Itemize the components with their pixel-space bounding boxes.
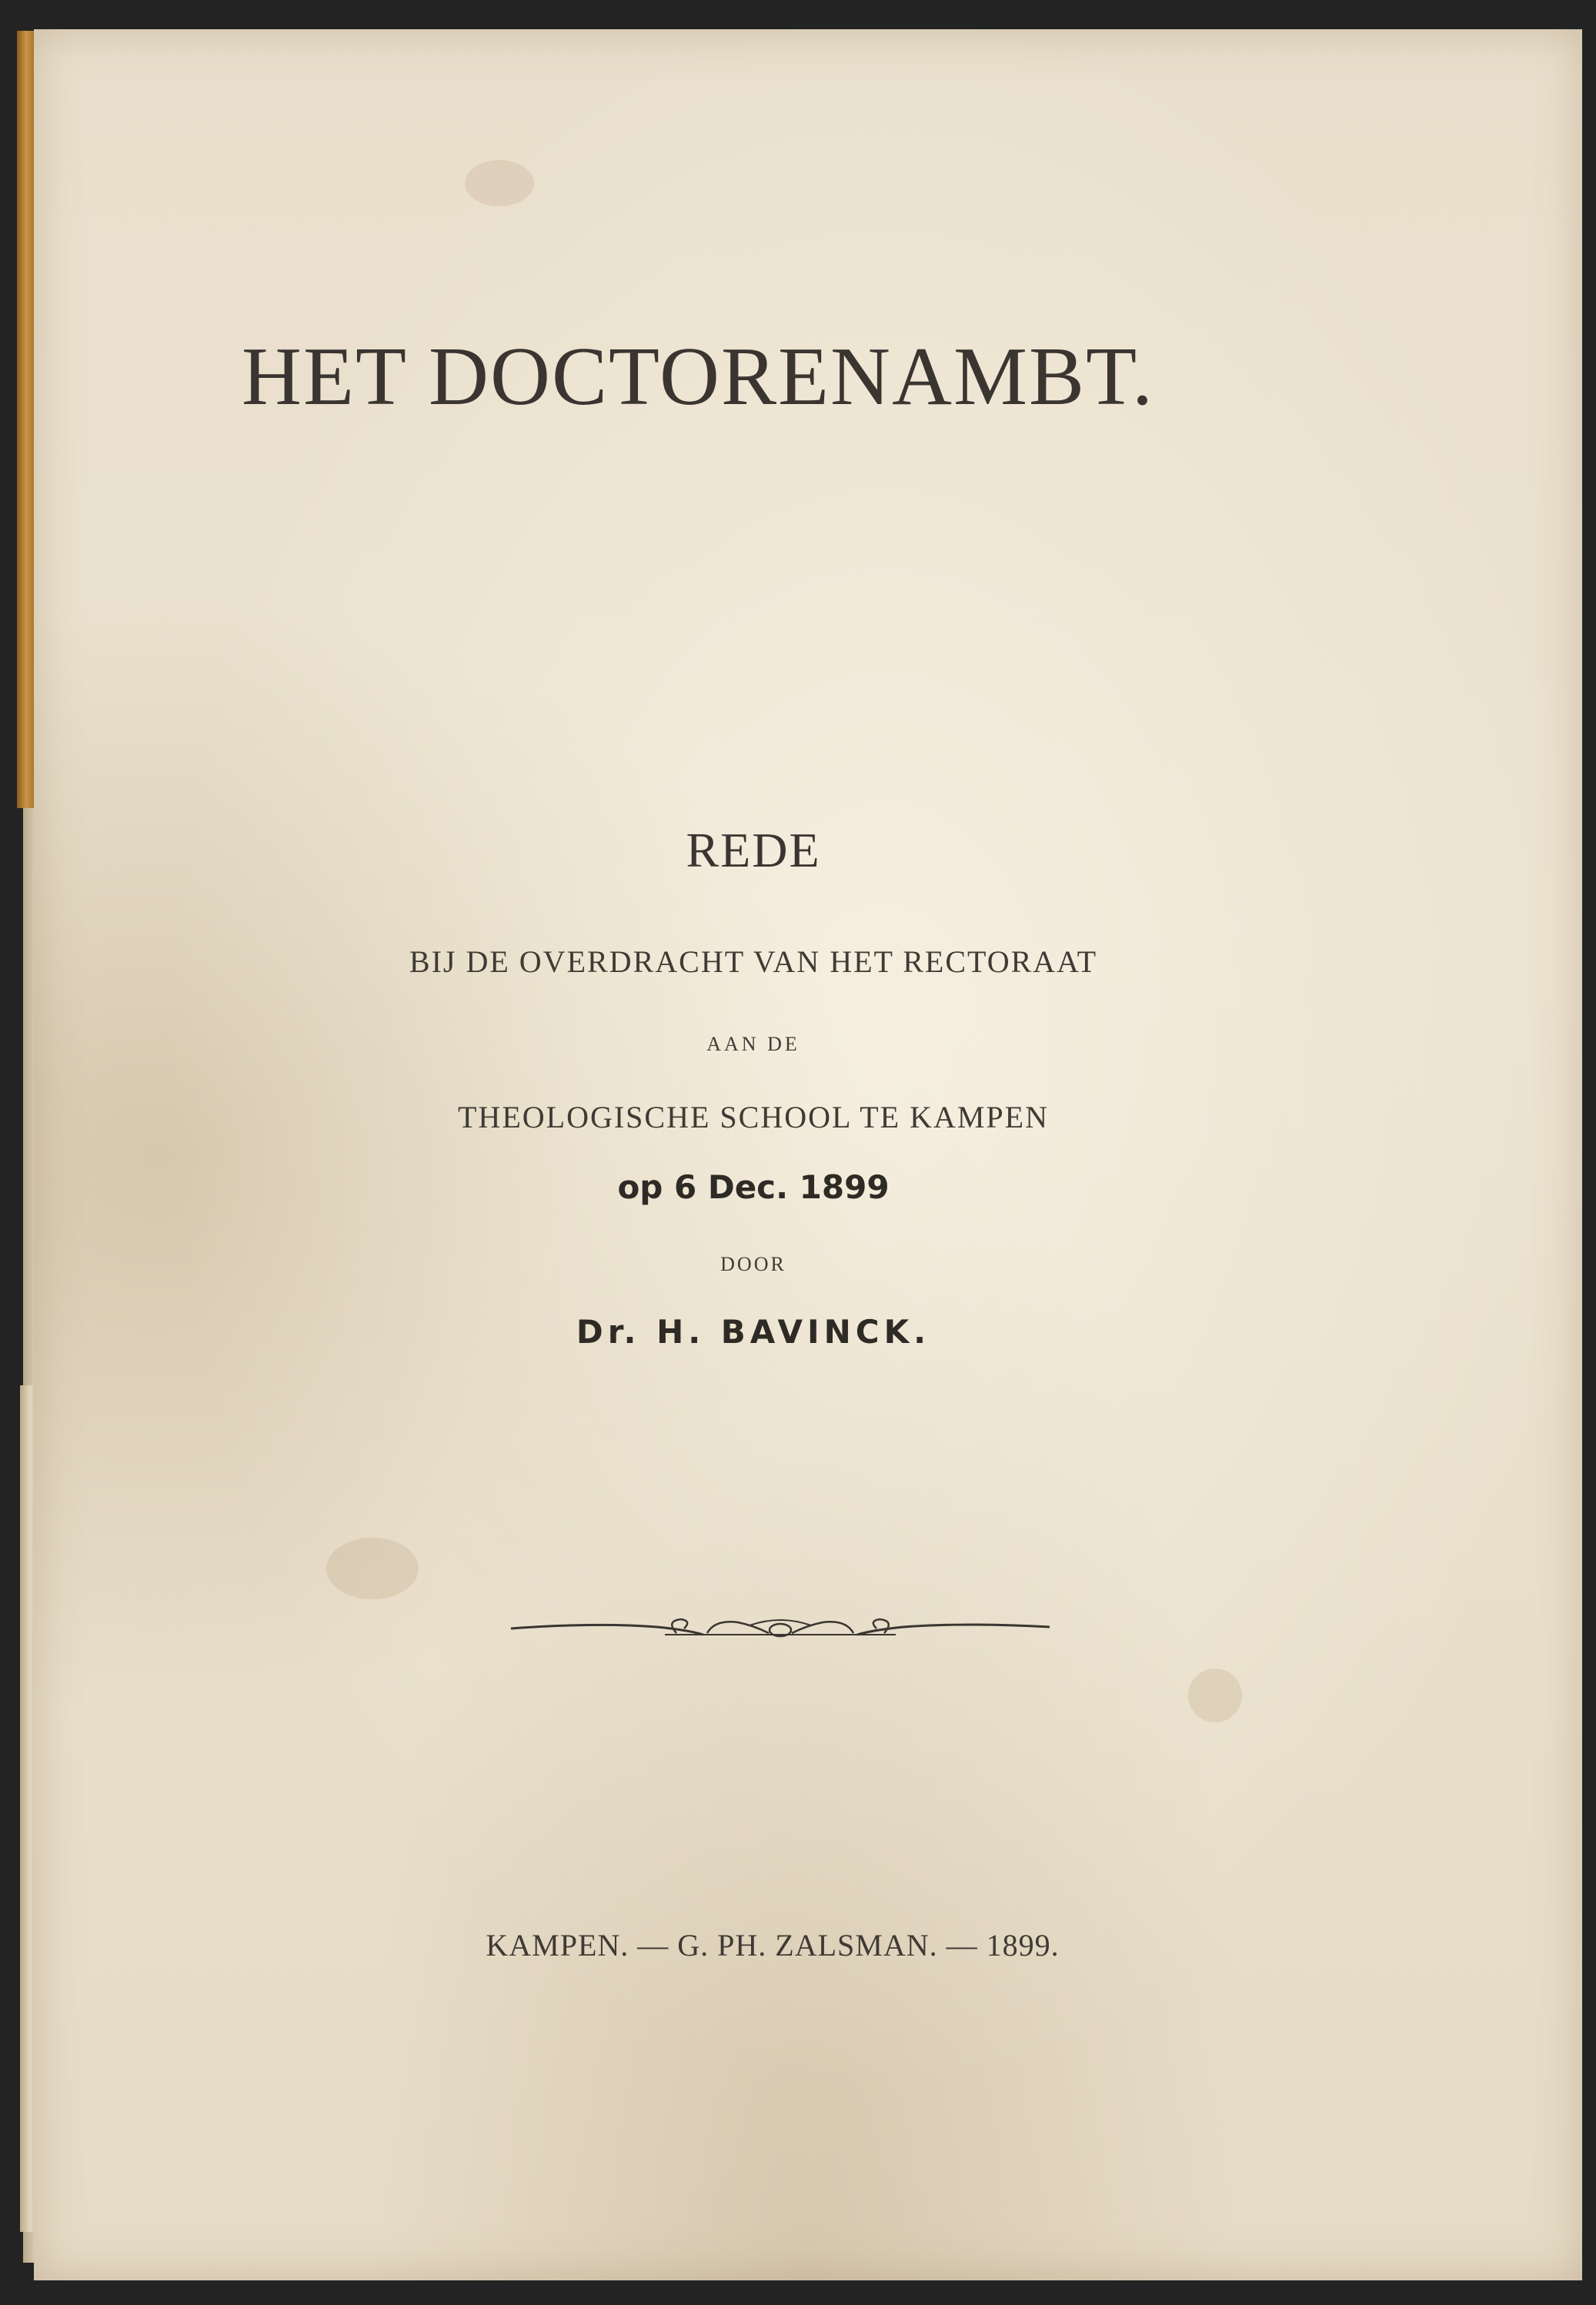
date: op 6 Dec. 1899 xyxy=(617,1168,890,1206)
cover-page xyxy=(34,29,1582,2280)
occasion-line-2: AAN DE xyxy=(706,1033,800,1055)
scroll-divider-icon xyxy=(503,1604,1057,1650)
foxing-spot xyxy=(465,160,534,206)
occasion-line-1: BIJ DE OVERDRACHT VAN HET RECTORAAT xyxy=(409,944,1098,979)
foxing-spot xyxy=(326,1538,419,1599)
imprint: KAMPEN. — G. PH. ZALSMAN. — 1899. xyxy=(486,1928,1060,1963)
occasion-line-3: THEOLOGISCHE SCHOOL TE KAMPEN xyxy=(458,1100,1049,1134)
title: HET DOCTORENAMBT. xyxy=(242,331,1155,423)
foxing-spot xyxy=(1188,1669,1242,1722)
subtitle: REDE xyxy=(686,823,821,877)
by-label: DOOR xyxy=(720,1253,786,1275)
author: Dr. H. BAVINCK. xyxy=(576,1313,931,1351)
